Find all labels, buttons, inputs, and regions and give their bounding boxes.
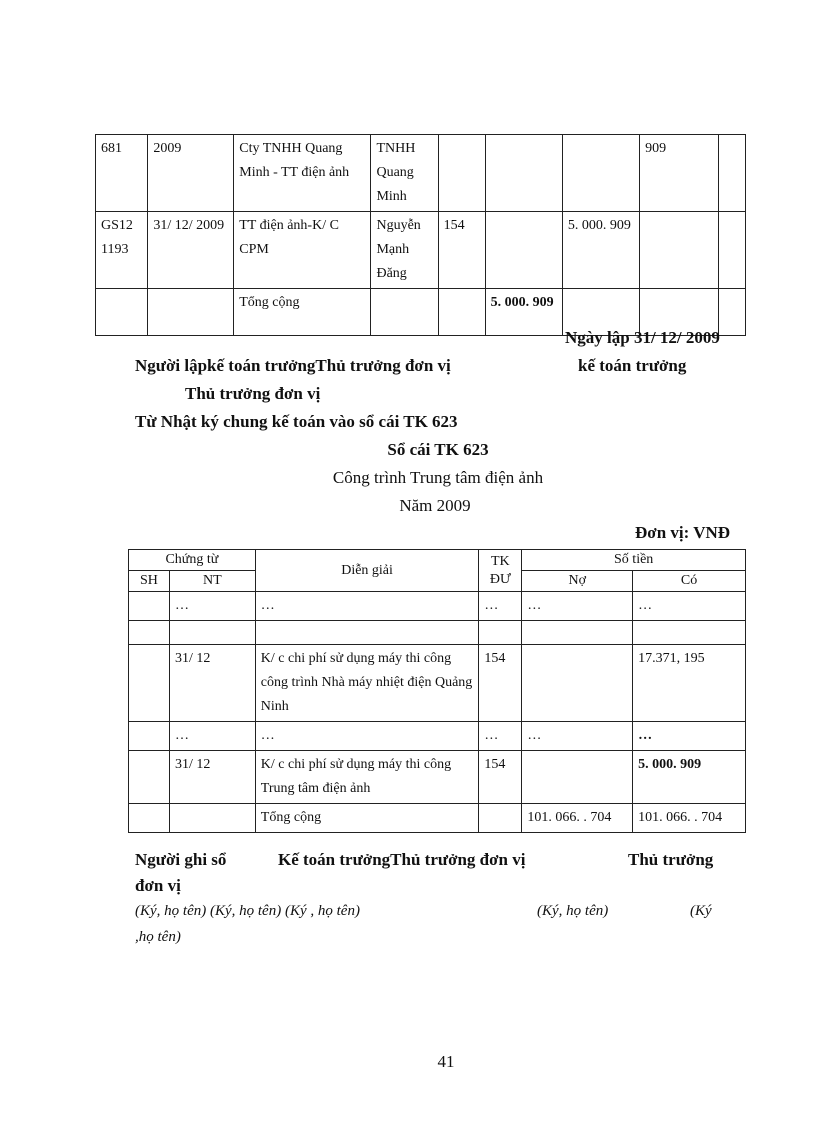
cell-tk: 154 <box>479 751 522 804</box>
cell-tk <box>438 135 485 212</box>
cell-tk: 154 <box>438 212 485 289</box>
page-number: 41 <box>437 1052 455 1071</box>
signer-head-unit: Thủ trưởng <box>628 850 714 869</box>
cell-co: 17.371, 195 <box>633 645 746 722</box>
cell-desc: Tổng cộng <box>255 804 479 833</box>
cell-co: 5. 000. 909 <box>562 212 639 289</box>
cell-nt: … <box>169 592 255 621</box>
cell-sh <box>129 621 170 645</box>
cell-no <box>485 212 562 289</box>
ledger-title: Sổ cái TK 623 <box>387 440 489 459</box>
cell-sh <box>129 645 170 722</box>
signature-line: Người lậpkế toán trưởngThủ trưởng đơn vị <box>135 356 451 375</box>
cell-desc <box>255 621 479 645</box>
cell-co: 5. 000. 909 <box>633 751 746 804</box>
cell-co: 101. 066. . 704 <box>633 804 746 833</box>
header-tk: TK ĐƯ <box>479 550 522 592</box>
cell-sh: GS12 1193 <box>96 212 148 289</box>
cell-no: … <box>522 722 633 751</box>
signature-head: Thủ trưởng đơn vị <box>185 384 321 403</box>
cell-sh <box>129 751 170 804</box>
cell-ct: 909 <box>640 135 719 212</box>
cell-desc: Tổng cộng <box>234 289 371 336</box>
journal-table <box>95 134 746 336</box>
cell-nt <box>169 804 255 833</box>
table-row <box>129 621 746 645</box>
header-co: Có <box>633 571 746 592</box>
cell-nt: 31/ 12 <box>169 751 255 804</box>
cell-ct <box>640 212 719 289</box>
cell-tk <box>479 621 522 645</box>
cell-desc: … <box>255 722 479 751</box>
cell-nt <box>169 621 255 645</box>
cell-no: … <box>522 592 633 621</box>
ledger-table <box>128 549 746 833</box>
cell-nt <box>148 289 234 336</box>
signer-recorder: Người ghi sổ <box>135 850 227 869</box>
header-sh: SH <box>129 571 170 592</box>
ledger-subtitle: Công trình Trung tâm điện ảnh <box>332 468 544 487</box>
cell-sh <box>129 722 170 751</box>
cell-desc: … <box>255 592 479 621</box>
cell-person: TNHH Quang Minh <box>371 135 438 212</box>
cell-person <box>371 289 438 336</box>
cell-co <box>633 621 746 645</box>
signer-accountant-head: Kế toán trưởngThủ trưởng đơn vị <box>278 850 526 869</box>
table-row <box>129 592 746 621</box>
cell-sh <box>129 592 170 621</box>
header-no: Nợ <box>522 571 633 592</box>
table-row <box>129 804 746 833</box>
cell-desc: Cty TNHH Quang Minh - TT điện ảnh <box>234 135 371 212</box>
table-row <box>96 212 746 289</box>
intro-text: Từ Nhật ký chung kế toán vào sổ cái TK 623 <box>135 412 458 431</box>
header-sotien: Số tiền <box>522 550 746 571</box>
cell-no: 5. 000. 909 <box>485 289 562 336</box>
cell-tk: 154 <box>479 645 522 722</box>
cell-last <box>718 135 745 212</box>
cell-co: … <box>633 592 746 621</box>
cell-co <box>562 135 639 212</box>
signature-hints: (Ký, họ tên) (Ký, họ tên) (Ký , họ tên) <box>135 903 360 919</box>
date-line: Ngày lập 31/ 12/ 2009 <box>565 328 720 347</box>
header-chungtu: Chứng từ <box>129 550 256 571</box>
table-header-row <box>129 550 746 571</box>
unit-label: Đơn vị: VNĐ <box>635 523 731 542</box>
cell-nt: 31/ 12/ 2009 <box>148 212 234 289</box>
cell-co: … <box>633 722 746 751</box>
signature-hint: (Ký, họ tên) <box>537 903 609 919</box>
cell-tk: … <box>479 592 522 621</box>
cell-sh <box>129 804 170 833</box>
cell-desc: K/ c chi phí sử dụng máy thi công công trình Nhà máy nhiệt điện Quảng Ninh <box>255 645 479 722</box>
cell-no: 101. 066. . 704 <box>522 804 633 833</box>
cell-no <box>485 135 562 212</box>
header-diengiai: Diễn giải <box>255 550 479 592</box>
cell-nt: 2009 <box>148 135 234 212</box>
cell-tk: … <box>479 722 522 751</box>
cell-desc: K/ c chi phí sử dụng máy thi công Trung tâm điện ảnh <box>255 751 479 804</box>
cell-tk <box>479 804 522 833</box>
signature-chief-accountant: kế toán trưởng <box>578 356 687 375</box>
table-row <box>129 645 746 722</box>
cell-no <box>522 751 633 804</box>
header-nt: NT <box>169 571 255 592</box>
signature-hint-end: ,họ tên) <box>135 929 181 945</box>
table-row <box>96 135 746 212</box>
cell-nt: 31/ 12 <box>169 645 255 722</box>
signer-head-unit-cont: đơn vị <box>135 876 181 895</box>
cell-sh <box>96 289 148 336</box>
cell-last <box>718 212 745 289</box>
cell-sh: 681 <box>96 135 148 212</box>
table-row <box>129 751 746 804</box>
cell-nt: … <box>169 722 255 751</box>
cell-tk <box>438 289 485 336</box>
cell-person: Nguyễn Mạnh Đăng <box>371 212 438 289</box>
signature-hint-start: (Ký <box>690 903 712 919</box>
cell-desc: TT điện ảnh-K/ C CPM <box>234 212 371 289</box>
ledger-year: Năm 2009 <box>399 496 471 515</box>
cell-last <box>718 289 745 336</box>
cell-no <box>522 645 633 722</box>
cell-no <box>522 621 633 645</box>
table-row <box>129 722 746 751</box>
